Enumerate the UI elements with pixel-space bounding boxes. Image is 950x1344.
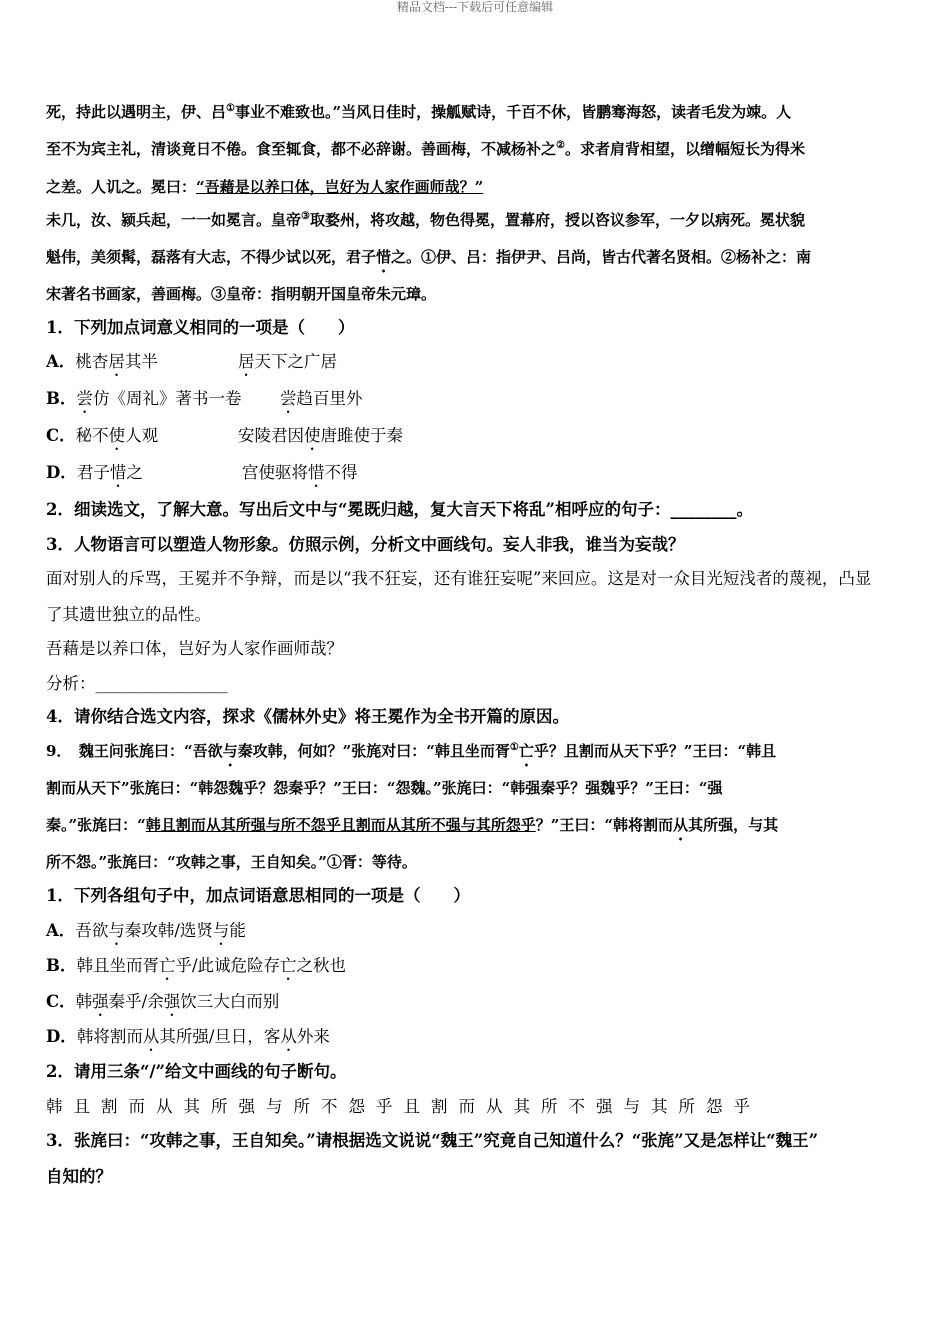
dotted-word: 尝 [76, 389, 93, 408]
dotted-word: 亡 [158, 956, 176, 975]
text: 1．下列加点词意义相同的一项是（ ） [46, 318, 355, 337]
text: 能 [229, 921, 246, 940]
text: 仿《周礼》著书一卷 [92, 389, 242, 408]
text: 韩 [75, 992, 93, 1011]
text: 其所强/旦日，客 [159, 1027, 281, 1046]
footnote-mark: ① [509, 742, 519, 753]
q7-stem-line1 [46, 1131, 818, 1151]
q1-stem [46, 318, 354, 338]
text: 韩且坐而胥 [76, 956, 159, 975]
option-label: A． [46, 921, 76, 940]
dotted-word: 居 [238, 352, 255, 371]
text: 3．张旄曰：“攻韩之事，王自知矣。”请根据选文说说“魏王”究竟自己知道什么？“张旄”又是怎样让“魏王” [46, 1131, 819, 1150]
q1-option-c-second [238, 426, 403, 454]
q3-example-line2: 了其遗世独立的品性。 [46, 605, 211, 624]
text: 4．请你结合选文内容，探求《儒林外史》将王冕作为全书开篇的原因。 [46, 707, 569, 726]
dotted-word: 居 [108, 352, 125, 371]
passage2-line4: 所不怨。”张旄曰：“攻韩之事，王自知矣。”①胥：等待。 [46, 853, 417, 871]
passage2-line3 [46, 815, 778, 844]
text: 饮三大白而别 [180, 992, 280, 1011]
text: ？”王曰：“韩将割而 [535, 816, 674, 834]
text: 9． 魏王问张旄曰：“吾欲 [46, 742, 223, 760]
text: 2．细读选文，了解大意。写出后文中与“冕既归越，复大言天下将乱”相呼应的句子：________。 [46, 500, 753, 519]
dotted-word: 惜 [109, 463, 127, 482]
q3-example-line1: 面对别人的斥骂，王冕并不争辩，而是以“我不狂妄，还有谁狂妄呢”来回应。这是对一众目光短浅者的蔑视，凸显 [46, 569, 872, 588]
text: 之 [126, 463, 143, 482]
q1-option-d-second [242, 463, 358, 491]
q1-option-b [46, 389, 363, 417]
text: 吾欲 [75, 921, 109, 940]
text: 人观 [125, 426, 159, 445]
passage1-line5 [46, 247, 811, 276]
q1-option-c [46, 426, 403, 454]
option-label: C． [46, 426, 76, 445]
text: 趋百里外 [296, 389, 363, 408]
text: 不得 [324, 463, 358, 482]
underlined-sentence: “吾藉是以养口体，岂好为人家作画师哉？” [196, 178, 484, 196]
text: 魁伟，美须髯，磊落有大志，不得少试以死，君子 [46, 248, 377, 266]
footnote-mark: ① [226, 103, 235, 114]
page-header: 精品文档---下载后可任意编辑 [396, 0, 554, 14]
option-label: B． [46, 956, 77, 975]
text: 秦攻韩，何如？”张旄对曰：“韩且坐而胥 [237, 742, 510, 760]
text: 取婺州，将攻越，物色得冕，置幕府，授以咨议参军，一夕以病死。冕状貌 [309, 211, 805, 229]
text: 秦。”张旄曰：“ [46, 816, 146, 834]
text: 1．下列各组句子中，加点词语意思相同的一项是（ ） [46, 886, 470, 905]
dotted-word: 与 [222, 742, 238, 760]
dotted-word: 亡 [518, 742, 534, 760]
passage1-line1 [46, 102, 791, 122]
option-label: C． [46, 992, 76, 1011]
text: 其所强，与其 [688, 816, 779, 834]
text: 3．人物语言可以塑造人物形象。仿照示例，分析文中画线句。妄人非我，谁当为妄哉？ [46, 535, 685, 554]
passage1-line3 [46, 177, 483, 197]
q5-stem [46, 886, 470, 906]
text: 其半 [124, 352, 158, 371]
text: 乎？且割而从天下乎？”王曰：“韩且 [533, 742, 777, 760]
text: 宫使驱将 [242, 463, 308, 482]
dotted-word: 从 [673, 816, 689, 834]
q1-option-a [46, 352, 337, 380]
q7-stem-line2 [46, 1167, 112, 1187]
passage2-line2: 割而从天下”张旄曰：“韩怨魏乎？怨秦乎？”王曰：“怨魏。”张旄曰：“韩强秦乎？强魏乎？”王曰：“强 [46, 779, 723, 797]
text: 君子 [76, 463, 110, 482]
q5-option-b [46, 956, 346, 984]
text: 天下之广居 [254, 352, 337, 371]
text: 外来 [296, 1027, 330, 1046]
q1-option-d [46, 463, 358, 491]
text: 秦乎/余 [108, 992, 164, 1011]
passage2-line1 [46, 741, 776, 770]
dotted-word: 强 [163, 992, 181, 1011]
dotted-word: 与 [212, 921, 230, 940]
q6-sentence: 韩且割而从其所强与所不怨乎且割而从其所不强与其所怨乎 [46, 1097, 761, 1116]
text: 死，持此以遇明主，伊、吕 [46, 103, 227, 121]
q6-stem [46, 1062, 347, 1082]
q5-option-c [46, 992, 279, 1020]
text: 未几，汝、颍兵起，一一如冕言。皇帝 [46, 211, 302, 229]
option-label: A． [46, 352, 76, 371]
q3-analysis-blank: 分析：________________ [46, 674, 228, 693]
option-label: D． [46, 463, 77, 482]
text: 之差。人讥之。冕曰： [46, 178, 197, 196]
q3-sentence: 吾藉是以养口体，岂好为人家作画师哉？ [46, 639, 343, 658]
dotted-word: 与 [108, 921, 125, 940]
passage1-line6: 宋著名书画家，善画梅。③皇帝：指明朝开国皇帝朱元璋。 [46, 285, 437, 303]
text: 至不为宾主礼，清谈竟日不倦。食至辄食，都不必辞谢。善画梅，不减杨补之 [46, 140, 557, 158]
underlined-sentence: 韩且割而从其所强与所不怨乎且割而从其所不强与其所怨乎 [145, 816, 536, 834]
text: 之。①伊、吕：指伊尹、吕尚，皆古代著名贤相。②杨补之：南 [391, 248, 812, 266]
q5-option-d [46, 1027, 330, 1055]
q3-stem [46, 535, 684, 555]
text: 唐雎使于秦 [320, 426, 403, 445]
text: 自知的？ [46, 1167, 112, 1186]
dotted-word: 使 [108, 426, 126, 445]
footnote-mark: ③ [301, 211, 310, 222]
dotted-word: 惜 [376, 248, 392, 266]
q1-option-b-second [280, 389, 363, 417]
dotted-word: 强 [92, 992, 109, 1011]
dotted-word: 从 [280, 1027, 297, 1046]
text: 乎/此诚危险存 [175, 956, 281, 975]
text: 韩将割而 [76, 1027, 143, 1046]
passage1-line4 [46, 210, 805, 230]
passage1-line2 [46, 139, 805, 159]
text: 2．请用三条“/”给文中画线的句子断句。 [46, 1062, 347, 1081]
text: 安陵君因 [238, 426, 304, 445]
q1-option-a-second [238, 352, 337, 380]
text: 事业不难致也。”当风日佳时，操觚赋诗，千百不休，皆鹏骞海怒，读者毛发为竦。人 [234, 103, 792, 121]
q4-stem [46, 707, 569, 727]
text: 。求者肩背相望，以缯幅短长为得米 [564, 140, 805, 158]
q2-stem [46, 500, 753, 520]
text: 桃杏 [75, 352, 109, 371]
q5-option-a [46, 921, 246, 949]
option-label: D． [46, 1027, 77, 1046]
dotted-word: 亡 [280, 956, 297, 975]
dotted-word: 使 [304, 426, 321, 445]
option-label: B． [46, 389, 77, 408]
text: 秘不 [75, 426, 109, 445]
dotted-word: 尝 [280, 389, 297, 408]
text: 秦攻韩/选贤 [124, 921, 213, 940]
footnote-mark: ② [556, 140, 565, 151]
dotted-word: 从 [142, 1027, 160, 1046]
text: 之秋也 [296, 956, 347, 975]
dotted-word: 惜 [308, 463, 325, 482]
